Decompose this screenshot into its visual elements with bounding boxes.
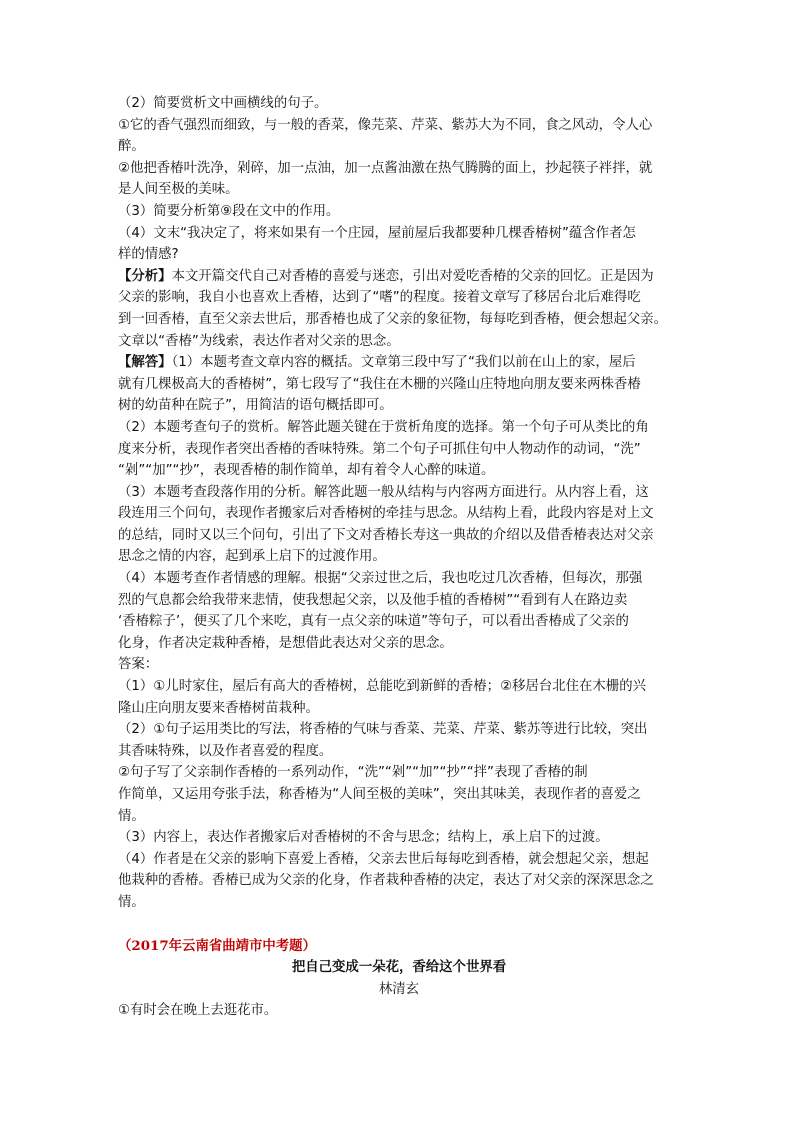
solution-line: “剁”“加”“抄”，表现香椿的制作简单，却有着令人心醉的味道。 xyxy=(118,463,495,479)
solution-line: （2）本题考查句子的赏析。解答此题关键在于赏析角度的选择。第一个句子可从类比的角 xyxy=(118,419,649,435)
solution-line: ‘香椿粽子’，便买了几个来吃，真有一点父亲的味道”等句子，可以看出香椿成了父亲的 xyxy=(118,614,629,630)
answer-line: 情。 xyxy=(118,808,145,824)
analysis-text: 本文开篇交代自己对香椿的喜爱与迷恋，引出对爱吃香椿的父亲的回忆。正是因为 xyxy=(171,268,654,284)
question-line: （3）简要分析第⑨段在文中的作用。 xyxy=(118,203,340,219)
question-line: （2）简要赏析文中画横线的句子。 xyxy=(118,96,328,111)
question-line: 醉。 xyxy=(118,139,145,155)
answer-line: （4）作者是在父亲的影响下喜爱上香椿，父亲去世后每每吃到香椿，就会想起父亲，想起 xyxy=(118,851,649,867)
question-line: 是人间至极的美味。 xyxy=(118,182,239,198)
answer-line: （3）内容上，表达作者搬家后对香椿树的不舍与思念；结构上，承上启下的过渡。 xyxy=(118,830,609,846)
analysis-label: 【分析】 xyxy=(118,268,172,284)
solution-line: 就有几棵极高大的香椿树”，第七段写了“我住在木栅的兴隆山庄特地向朋友要来两株香椿 xyxy=(118,376,641,392)
solution-text: （1）本题考查文章内容的概括。文章第三段中写了“我们以前在山上的家，屋后 xyxy=(171,355,636,371)
solution-line: 烈的气息都会给我带来悲情，使我想起父亲，以及他手植的香椿树”“看到有人在路边卖 xyxy=(118,592,628,608)
answer-line: （1）①儿时家住，屋后有高大的香椿树，总能吃到新鲜的香椿；②移居台北住在木栅的兴 xyxy=(118,679,646,695)
answer-line: 情。 xyxy=(118,894,145,910)
solution-line: 度来分析，表现作者突出香椿的香味特殊。第二个句子可抓住句中人物动作的动词，“洗” xyxy=(118,441,641,457)
solution-line: 思念之情的内容，起到承上启下的过渡作用。 xyxy=(118,549,386,565)
solution-line: 树的幼苗种在院子”，用简洁的语句概括即可。 xyxy=(118,398,393,414)
solution-line: （3）本题考查段落作用的分析。解答此题一般从结构与内容两方面进行。从内容上看，这 xyxy=(118,484,649,500)
analysis-line: 父亲的影响，我自小也喜欢上香椿，达到了“嗜”的程度。接着文章写了移居台北后难得吃 xyxy=(118,290,641,306)
article-first-line: ①有时会在晚上去逛花市。 xyxy=(118,1003,278,1019)
question-line: ①它的香气强烈而细致，与一般的香菜，像芫菜、芹菜、紫苏大为不同，食之风动，令人心 xyxy=(118,117,653,133)
answer-label: 答案： xyxy=(118,657,159,673)
answer-line: 作简单，又运用夸张手法，称香椿为“人间至极的美味”，突出其味美，表现作者的喜爱之 xyxy=(118,787,641,802)
question-line: （4）文末“我决定了，将来如果有一个庄园，屋前屋后我都要种几棵香椿树”蕴含作者怎 xyxy=(118,225,636,241)
answer-line: 隆山庄向朋友要来香椿树苗栽种。 xyxy=(118,700,319,716)
solution-line: 的总结，同时又以三个问句，引出了下文对香椿长寿这一典故的介绍以及借香椿表达对父亲 xyxy=(118,527,654,543)
answer-line: 其香味特殊，以及作者喜爱的程度。 xyxy=(118,743,333,759)
section-gap xyxy=(118,914,680,936)
solution-line: 段连用三个问句，表现作者搬家后对香椿树的牵挂与思念。从结构上看，此段内容是对上文 xyxy=(118,506,654,522)
analysis-paragraph xyxy=(118,266,680,288)
solution-line: （4）本题考查作者情感的理解。根据“父亲过世之后，我也吃过几次香椿，但每次，那强 xyxy=(118,571,643,587)
solution-line: 化身，作者决定栽种香椿，是想借此表达对父亲的思念。 xyxy=(118,635,453,651)
solution-label: 【解答】 xyxy=(118,355,172,371)
answer-line: 他栽种的香椿。香椿已成为父亲的化身，作者栽种香椿的决定，表达了对父亲的深深思念之 xyxy=(118,873,654,889)
article-author: 林清玄 xyxy=(378,981,420,997)
question-line: 样的情感? xyxy=(118,247,179,263)
answer-line: ②句子写了父亲制作香椿的一系列动作，“洗”“剁”“加”“抄”“拌”表现了香椿的制 xyxy=(118,765,588,781)
question-line: ②他把香椿叶洗净，剁碎，加一点油，加一点酱油激在热气腾腾的面上，抄起筷子袢拌，就 xyxy=(118,160,653,176)
answer-line: （2）①句子运用类比的写法，将香椿的气味与香菜、芫菜、芹菜、紫苏等进行比较，突出 xyxy=(118,722,648,738)
analysis-line: 文章以“香椿”为线索，表达作者对父亲的思念。 xyxy=(118,333,400,349)
document-body xyxy=(118,93,680,1022)
solution-paragraph xyxy=(118,352,680,374)
exam-source: （2017年云南省曲靖市中考题） xyxy=(118,937,316,954)
analysis-line: 到一回香椿，直至父亲去世后，那香椿也成了父亲的象征物，每每吃到香椿，便会想起父亲。 xyxy=(118,311,668,327)
article-title: 把自己变成一朵花，香给这个世界看 xyxy=(291,959,507,976)
